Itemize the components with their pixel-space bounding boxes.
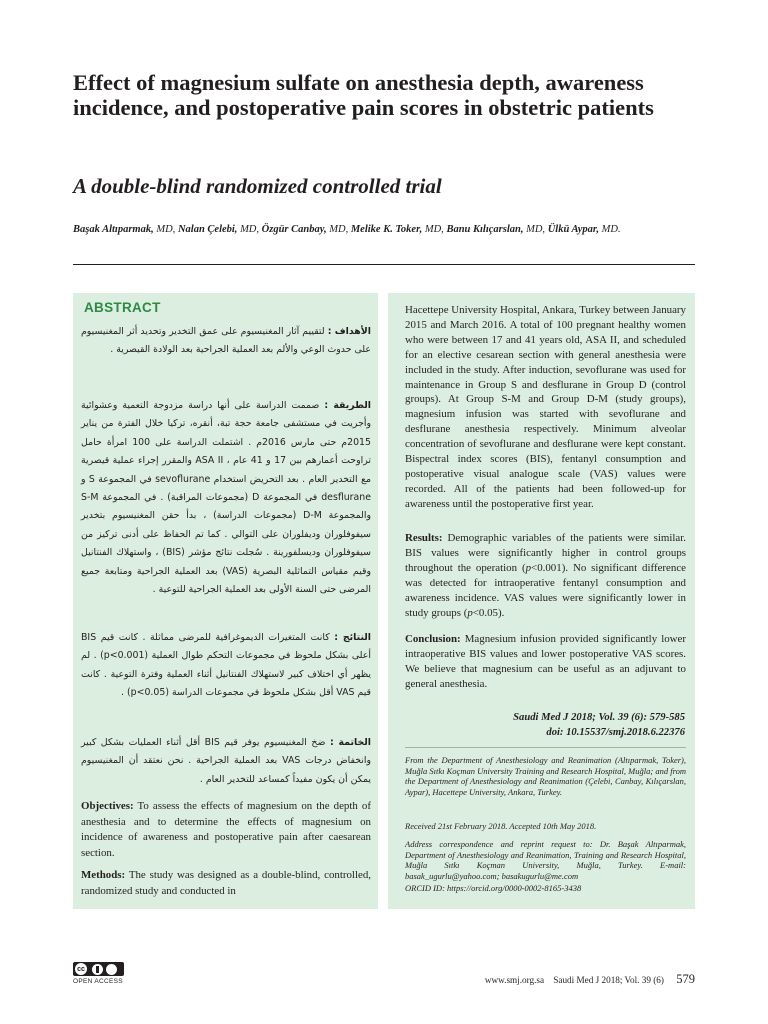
citation-doi: doi: 10.15537/smj.2018.6.22376 bbox=[546, 727, 685, 738]
p-value-symbol: p bbox=[525, 561, 532, 574]
conclusion-text: Magnesium infusion provided significantly lower intraoperative BIS values and lower postoperative VAS scores. We believe that magnesium can be useful as an adjuvant to general anesthesia. bbox=[405, 633, 686, 690]
footer-website: www.smj.org.sa bbox=[484, 975, 545, 985]
received-note: Received 21st February 2018. Accepted 10th May 2018. bbox=[405, 821, 597, 831]
affiliation-note: From the Department of Anesthesiology and Reanimation (Altıparmak, Toker), Muğla Sıtkı Koçman University Training and Research Hospital, Muğla; and from the Department of Anesthesiology and Reanimation (Çelebi, Canbay, Kılıçarslan, Aypar), Hacettepe University, Ankara, Turkey. bbox=[405, 755, 686, 797]
conclusion-paragraph bbox=[405, 632, 686, 692]
author-name: Nalan Çelebi, bbox=[177, 224, 238, 235]
results-text: <0.05). bbox=[472, 606, 505, 619]
abstract-right-column bbox=[388, 293, 695, 909]
p-value-symbol: p bbox=[467, 606, 473, 619]
author-degree: MD, bbox=[240, 224, 260, 235]
objectives-text: To assess the effects of magnesium on the depth of anesthesia and to determine the effects of magnesium on incidence of awareness and postoperative pain after caesarean section. bbox=[81, 800, 371, 859]
results-label: Results: bbox=[405, 532, 443, 544]
arabic-conclusion bbox=[81, 734, 371, 789]
abstract-left-column bbox=[73, 293, 378, 909]
author-name: Özgür Canbay, bbox=[261, 224, 327, 235]
methods-text-start: The study was designed as a double-blind, controlled, randomized study and conducted in bbox=[81, 869, 371, 897]
noncommercial-icon bbox=[106, 964, 117, 975]
author-name: Başak Altıparmak, bbox=[73, 224, 154, 235]
citation-divider bbox=[405, 747, 686, 748]
arabic-method bbox=[81, 397, 371, 599]
author-degree: MD, bbox=[329, 224, 349, 235]
results-text: <0.001). No significant difference was detected for intraoperative fentanyl consumption and awareness incidence. VAS values were significantly lower in study groups ( bbox=[405, 561, 686, 619]
arabic-results bbox=[81, 629, 371, 703]
conclusion-label: Conclusion: bbox=[405, 633, 461, 645]
citation-journal: Saudi Med J 2018; Vol. 39 (6): 579-585 bbox=[513, 712, 685, 723]
methods-paragraph-continued: Hacettepe University Hospital, Ankara, Turkey between January 2015 and March 2016. A total of 100 pregnant healthy women who were between 17 and 41 years old, ASA II, and scheduled for an elective cesarean section with general anesthesia were included in the study. After induction, sevoflurane was used for maintenance in Group S and desflurane in Group D (control groups). At Group S-M and Group D-M (study groups), magnesium infusion was started with sevoflurane and desflurane anesthesia respectively. Minimum alveolar concentration of sevoflurane and desflurane were kept constant. Bispectral index scores (BIS), fentanyl consumption and postoperative visual analogue scale (VAS) values were recorded. All of the patients had been followed-up for awareness until the postoperative first year. bbox=[405, 304, 686, 510]
author-name: Ülkü Aypar, bbox=[547, 224, 600, 235]
methods-label: Methods: bbox=[81, 869, 126, 881]
methods-paragraph-start bbox=[81, 868, 371, 899]
footer-journal: Saudi Med J 2018; Vol. 39 (6) bbox=[553, 975, 664, 985]
objectives-paragraph bbox=[81, 799, 371, 861]
page-number: 579 bbox=[676, 972, 695, 986]
author-degree: MD. bbox=[601, 224, 621, 235]
arabic-results-label: النتائج : bbox=[334, 632, 372, 643]
arabic-conclusion-text: ضخ المغنيسيوم يوفر قيم BIS أقل أثناء العمليات بشكل كبير وانخفاض درجات VAS بعد العملية الجراحية . نحن نعتقد أن المغنيسيوم يمكن أن يكون مفيداً كمساعد للتخدير العام . bbox=[81, 737, 371, 785]
abstract-heading: ABSTRACT bbox=[84, 300, 161, 315]
results-paragraph bbox=[405, 531, 686, 620]
title-divider bbox=[73, 264, 695, 265]
arabic-aims-label: الأهداف : bbox=[327, 326, 371, 337]
arabic-results-text: كانت المتغيرات الديموغرافية للمرضى مماثلة . كانت قيم BIS أعلى بشكل ملحوظ في مجموعات التحكم طوال العملية (p<0.001) . لم يظهر أي اختلاف كبير لاستهلاك الفنتانيل أثناء العملية وفترة التوعية . كانت قيم VAS أقل بشكل ملحوظ في مجموعات الدراسة (p<0.05) . bbox=[81, 632, 371, 699]
creative-commons-badge bbox=[73, 962, 124, 976]
author-name: Melike K. Toker, bbox=[350, 224, 423, 235]
arabic-aims bbox=[81, 323, 371, 360]
author-degree: MD, bbox=[156, 224, 176, 235]
page-footer bbox=[485, 972, 695, 987]
arabic-method-text: صممت الدراسة على أنها دراسة مزدوجة التعمية وعشوائية وأجريت في مستشفى جامعة حجة تبة، أنقره، تركيا خلال الفترة من يناير 2015م حتى مارس 2016م . اشتملت الدراسة على 100 امرأة حامل تراوحت أعمارهم بين 17 و 41 عام ، ASA II والمقرر إجراء عملية قيصرية مع التخدير العام . بعد التحريض استخدام sevoflurane في المجموعة S و desflurane في المجموعة D (مجموعات المراقبة) . في المجموعة S-M والمجموعة D-M (مجموعات الدراسة) ، بدأ حقن المغنيسيوم بتخدير سيفوفلوران وديفلوران على التوالي . كما تم الحفاظ على أدنى تركيز من سيفوفلوران وديسلفورينة . سُجلت نتائج مؤشر (BIS) ، واستهلاك الفنتانيل وقيم مقياس التماثلية البصرية (VAS) بعد العملية الجراحية ومتابعة جميع المرضى حتى السنة الأولى بعد العملية الجراحية للتوعية . bbox=[81, 400, 371, 596]
orcid-note: ORCID ID: https://orcid.org/0000-0002-8165-3438 bbox=[405, 883, 582, 893]
open-access-label: OPEN ACCESS bbox=[73, 978, 123, 985]
author-degree: MD, bbox=[526, 224, 546, 235]
article-title: Effect of magnesium sulfate on anesthesia depth, awareness incidence, and postoperative pain scores in obstetric patients bbox=[73, 70, 654, 120]
arabic-method-label: الطريقة : bbox=[324, 400, 371, 411]
author-list bbox=[73, 224, 713, 235]
arabic-aims-text: لتقييم آثار المغنيسيوم على عمق التخدير وتحديد أثر المغنيسيوم على حدوث الوعي والألم بعد العملية الجراحية بعد الولادة القيصرية . bbox=[81, 326, 371, 356]
correspondence-note: Address correspondence and reprint request to: Dr. Başak Altıparmak, Department of Anesthesiology and Reanimation, Training and Research Hospital, Muğla Sıtkı Koçman University, Muğla, Turkey. E-mail: basak_ugurlu@yahoo.com; basakugurlu@me.com bbox=[405, 839, 686, 881]
attribution-icon bbox=[92, 964, 103, 975]
cc-icon: cc bbox=[75, 963, 87, 975]
article-subtitle: A double-blind randomized controlled trial bbox=[73, 174, 442, 198]
results-text: Demographic variables of the patients were similar. BIS values were significantly higher in control groups throughout the operation ( bbox=[405, 532, 686, 574]
author-name: Banu Kılıçarslan, bbox=[446, 224, 524, 235]
author-degree: MD, bbox=[424, 224, 444, 235]
arabic-conclusion-label: الخاتمة : bbox=[329, 737, 372, 748]
objectives-label: Objectives: bbox=[81, 800, 134, 812]
